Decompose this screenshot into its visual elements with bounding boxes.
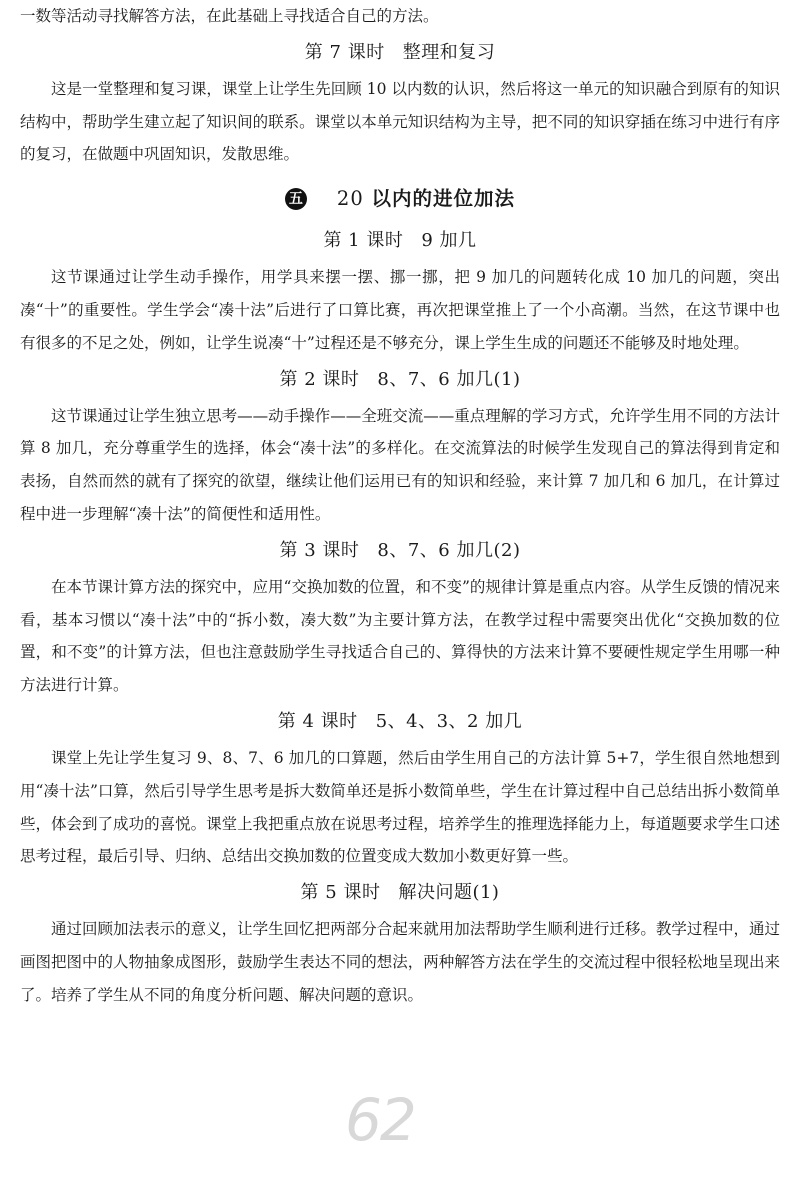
lesson-3-label: 第 3 课时: [279, 539, 360, 561]
lesson-2-label: 第 2 课时: [279, 368, 360, 390]
lesson-7-heading: [20, 33, 780, 73]
lesson-3-title: 8、7、6 加几(2): [377, 539, 521, 561]
lesson-2-heading: [20, 360, 780, 400]
lesson-1-heading: [20, 221, 780, 261]
lesson-4-heading: [20, 702, 780, 742]
lesson-7-paragraph: 这是一堂整理和复习课，课堂上让学生先回顾 10 以内数的认识，然后将这一单元的知识融合到原有的知识结构中，帮助学生建立起了知识间的联系。课堂以本单元知识结构为主导，把不同的知识穿插在练习中进行有序的复习，在做题中巩固知识，发散思维。: [20, 79, 780, 164]
lesson-2-title: 8、7、6 加几(1): [377, 368, 521, 390]
lesson-2-paragraph: 这节课通过让学生独立思考——动手操作——全班交流——重点理解的学习方式，允许学生用不同的方法计算 8 加几，充分尊重学生的选择，体会“凑十法”的多样化。在交流算法的时候学生发现自己的算法得到肯定和表扬，自然而然的就有了探究的欲望，继续让他们运用已有的知识和经验，来计算 7 加几和 6 加几，在计算过程中进一步理解“凑十法”的简便性和适用性。: [20, 406, 780, 523]
lesson-4-title: 5、4、3、2 加几: [375, 710, 523, 732]
lesson-3-paragraph: 在本节课计算方法的探究中，应用“交换加数的位置，和不变”的规律计算是重点内容。从学生反馈的情况来看，基本习惯以“凑十法”中的“拆小数，凑大数”为主要计算方法，在教学过程中需要突出优化“交换加数的位置，和不变”的计算方法，但也注意鼓励学生寻找适合自己的、算得快的方法来计算不要硬性规定学生用哪一种方法进行计算。: [20, 577, 780, 695]
document-page: [20, 0, 780, 1012]
lesson-5-label: 第 5 课时: [300, 882, 381, 904]
lesson-4-paragraph: 课堂上先让学生复习 9、8、7、6 加几的口算题，然后由学生用自己的方法计算 5+7，学生很自然地想到用“凑十法”口算，然后引导学生思考是拆大数简单还是拆小数简单些，学生在计算过程中自己总结出拆小数简单些，体会到了成功的喜悦。课堂上我把重点放在说思考过程，培养学生的推理选择能力上，每道题要求学生口述思考过程，最后引导、归纳、总结出交换加数的位置变成大数加小数更好算一些。: [20, 748, 780, 866]
lesson-3-heading: [20, 531, 780, 571]
lesson-1-title: 9 加几: [421, 230, 477, 252]
unit-number: 20: [336, 187, 364, 211]
lesson-4-label: 第 4 课时: [277, 710, 358, 732]
lesson-5-paragraph: 通过回顾加法表示的意义，让学生回忆把两部分合起来就用加法帮助学生顺利进行迁移。教学过程中，通过画图把图中的人物抽象成图形，鼓励学生表达不同的想法，两种解答方法在学生的交流过程中很轻松地呈现出来了。培养了学生从不同的角度分析问题、解决问题的意识。: [20, 920, 780, 1004]
unit-heading: [20, 177, 780, 221]
lesson-1-paragraph: 这节课通过让学生动手操作，用学具来摆一摆、挪一挪，把 9 加几的问题转化成 10 加几的问题，突出凑“十”的重要性。学生学会“凑十法”后进行了口算比赛，再次把课堂推上了一个小高潮。当然，在这节课中也有很多的不足之处，例如，让学生说凑“十”过程还是不够充分，课上学生生成的问题还不能够及时地处理。: [20, 268, 780, 352]
unit-title: 以内的进位加法: [371, 187, 516, 211]
intro-tail-paragraph: 一数等活动寻找解答方法，在此基础上寻找适合自己的方法。: [20, 7, 439, 25]
unit-number-badge: 五: [285, 188, 307, 210]
lesson-1-label: 第 1 课时: [323, 230, 404, 252]
page-number: 62: [345, 1086, 415, 1154]
lesson-7-title: 整理和复习: [402, 41, 496, 63]
lesson-5-title: 解决问题(1): [398, 882, 500, 904]
lesson-7-label: 第 7 课时: [304, 41, 385, 63]
lesson-5-heading: [20, 873, 780, 913]
